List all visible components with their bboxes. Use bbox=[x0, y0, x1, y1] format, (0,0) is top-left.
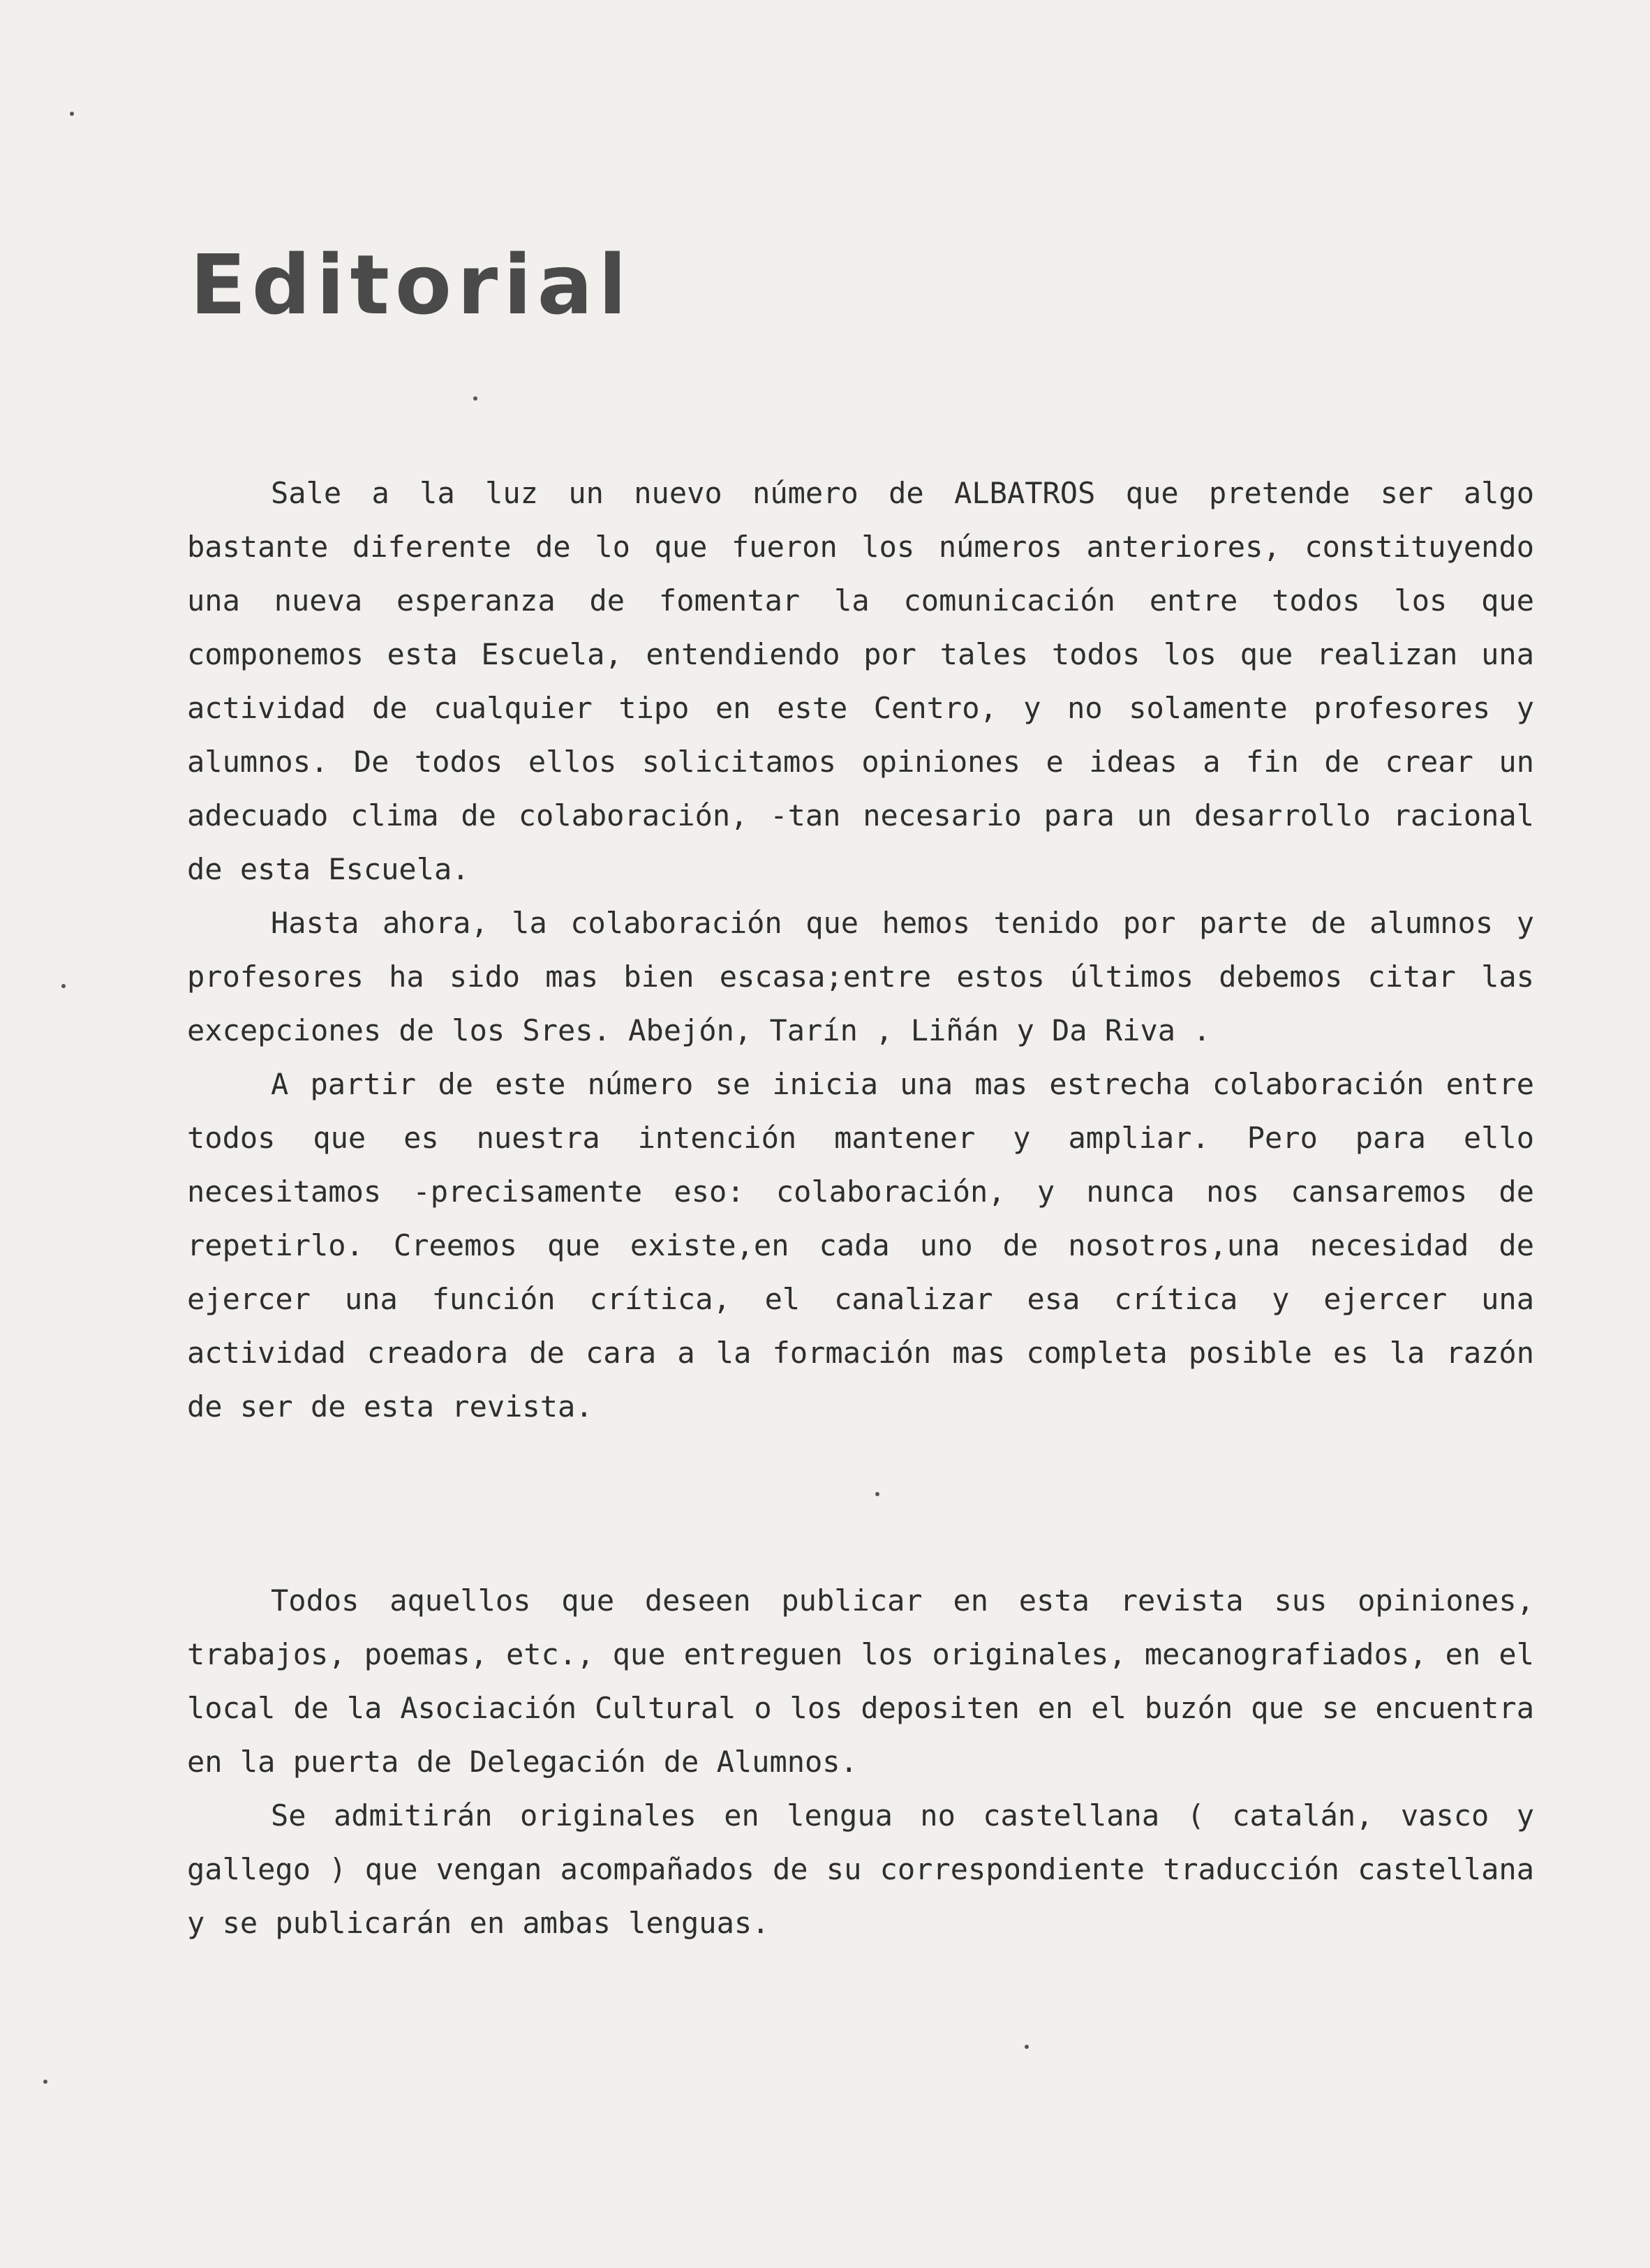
editorial-body-bottom bbox=[187, 1574, 1534, 1950]
editorial-body-top bbox=[187, 466, 1534, 1433]
paragraph-languages: Se admitirán originales en lengua no castellana ( catalán, vasco y gallego ) que vengan acompañados de su correspondiente traducción castellana y se publicarán en ambas lenguas. bbox=[187, 1798, 1534, 1940]
paragraph-intro: Sale a la luz un nuevo número de ALBATROS que pretende ser algo bastante diferente de lo que fueron los números anteriores, constituyendo una nueva esperanza de fomentar la comunicación entre todos los que componemos esta Escuela, entendiendo por tales todos los que realizan una actividad de cualquier tipo en este Centro, y no solamente profesores y alumnos. De todos ellos solicitamos opiniones e ideas a fin de crear un adecuado clima de colaboración, -tan necesario para un desarrollo racional de esta Escuela. bbox=[187, 476, 1534, 886]
scan-speck bbox=[70, 112, 74, 116]
scan-speck bbox=[61, 984, 66, 988]
page-title: Editorial bbox=[190, 237, 632, 334]
scan-speck bbox=[473, 396, 477, 401]
scan-speck bbox=[875, 1492, 879, 1496]
scan-speck bbox=[43, 2080, 47, 2084]
paragraph-submissions: Todos aquellos que deseen publicar en esta revista sus opiniones, trabajos, poemas, etc., que entreguen los originales, mecanografiados, en el local de la Asociación Cultural o los depositen en el buzón que se encuentra en la puerta de Delegación de Alumnos. bbox=[187, 1583, 1534, 1779]
paragraph-collaborators: Hasta ahora, la colaboración que hemos tenido por parte de alumnos y profesores ha sido mas bien escasa;entre estos últimos debemos citar las excepciones de los Sres. Abejón, Tarín , Liñán y Da Riva . bbox=[187, 906, 1534, 1047]
scan-speck bbox=[1025, 2045, 1029, 2049]
paragraph-purpose: A partir de este número se inicia una mas estrecha colaboración entre todos que es nuestra intención mantener y ampliar. Pero para ello necesitamos -precisamente eso: colaboración, y nunca nos cansaremos de repetirlo. Creemos que existe,en cada uno de nosotros,una necesidad de ejercer una función crítica, el canalizar esa crítica y ejercer una actividad creadora de cara a la formación mas completa posible es la razón de ser de esta revista. bbox=[187, 1067, 1534, 1424]
